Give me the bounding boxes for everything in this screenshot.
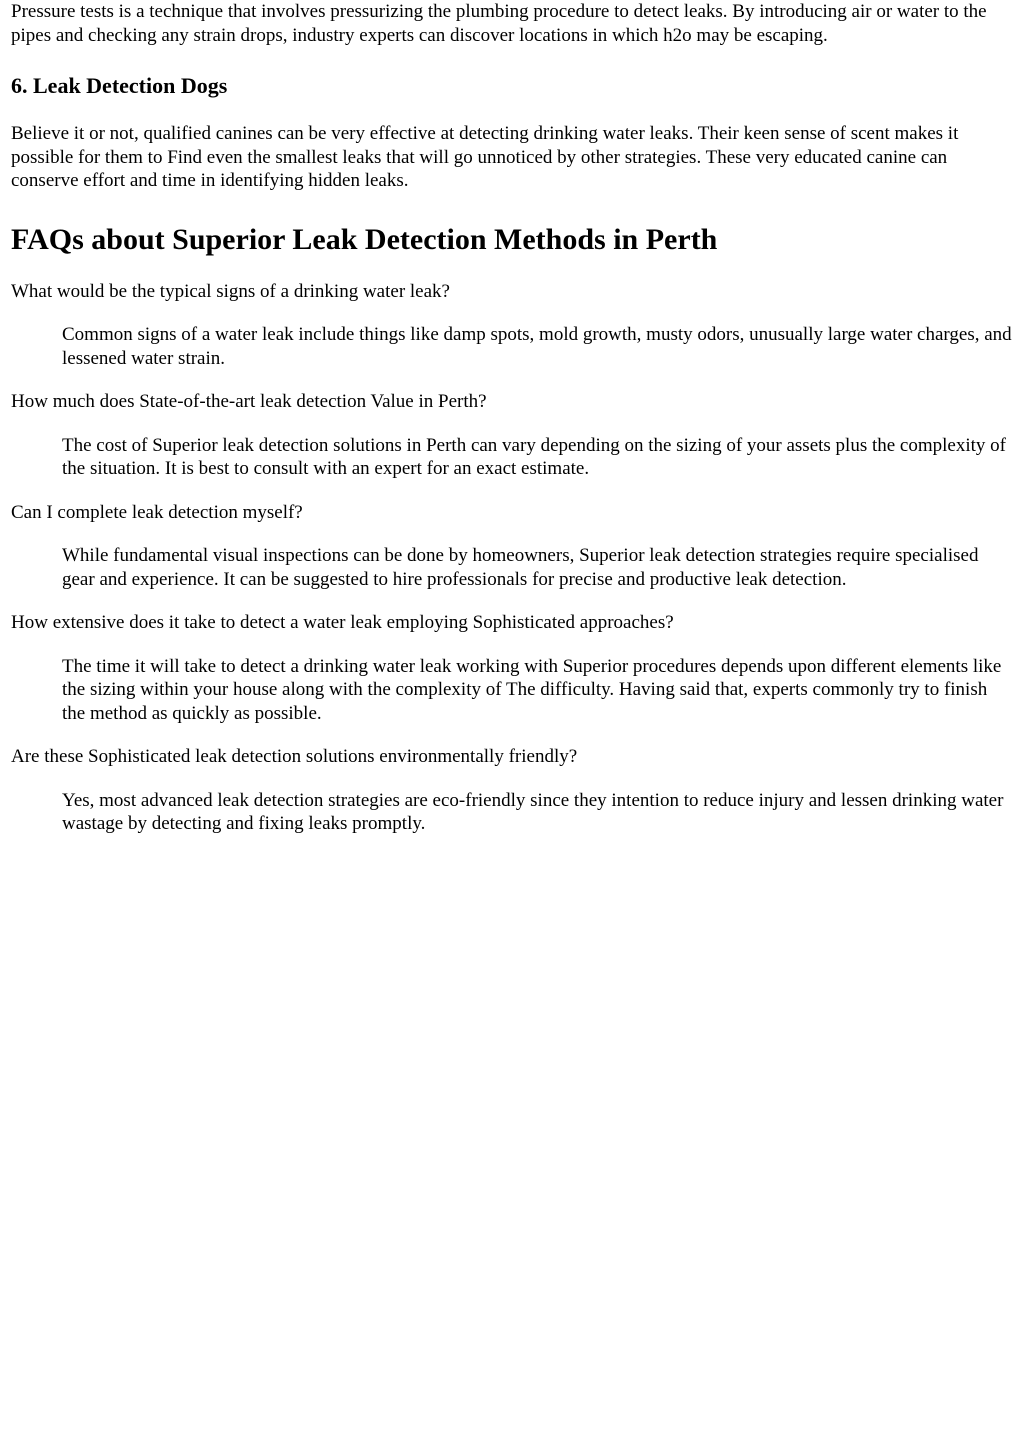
faq-question: How much does State-of-the-art leak detection Value in Perth? bbox=[11, 391, 487, 412]
intro-paragraph: Pressure tests is a technique that involves pressurizing the plumbing procedure to detect leaks. By introducing air or water to the pipes and checking any strain drops, industry experts can discover locations in which h2o may be escaping. bbox=[11, 1, 987, 46]
faq-list bbox=[11, 280, 1013, 836]
faq-answer: The time it will take to detect a drinking water leak working with Superior procedures depends upon different elements like the sizing within your house along with the complexity of The difficulty. Having said that, experts commonly try to finish the method as quickly as possible. bbox=[62, 655, 1002, 724]
faq-answer: While fundamental visual inspections can be done by homeowners, Superior leak detection strategies require specialised gear and experience. It can be suggested to hire professionals for precise and productive leak detection. bbox=[62, 545, 979, 590]
faq-question: Can I complete leak detection myself? bbox=[11, 501, 303, 523]
faq-heading: FAQs about Superior Leak Detection Methods in Perth bbox=[11, 222, 718, 256]
faq-answer: Yes, most advanced leak detection strategies are eco-friendly since they intention to reduce injury and lessen drinking water wastage by detecting and fixing leaks promptly. bbox=[62, 789, 1004, 834]
faq-question: How extensive does it take to detect a water leak employing Sophisticated approaches? bbox=[11, 612, 674, 633]
faq-question: What would be the typical signs of a drinking water leak? bbox=[11, 280, 450, 302]
section-body-leak-detection-dogs: Believe it or not, qualified canines can be very effective at detecting drinking water leaks. Their keen sense of scent makes it possible for them to Find even the smallest leaks that will go unnoticed by other strategies. These very educated canine can conserve effort and time in identifying hidden leaks. bbox=[11, 123, 959, 191]
faq-question: Are these Sophisticated leak detection solutions environmentally friendly? bbox=[11, 746, 578, 767]
faq-answer: Common signs of a water leak include things like damp spots, mold growth, musty odors, unusually large water charges, and lessened water strain. bbox=[62, 324, 1012, 369]
section-heading-leak-detection-dogs: 6. Leak Detection Dogs bbox=[11, 73, 228, 98]
faq-answer: The cost of Superior leak detection solutions in Perth can vary depending on the sizing of your assets plus the complexity of the situation. It is best to consult with an expert for an exact estimate. bbox=[62, 434, 1006, 479]
